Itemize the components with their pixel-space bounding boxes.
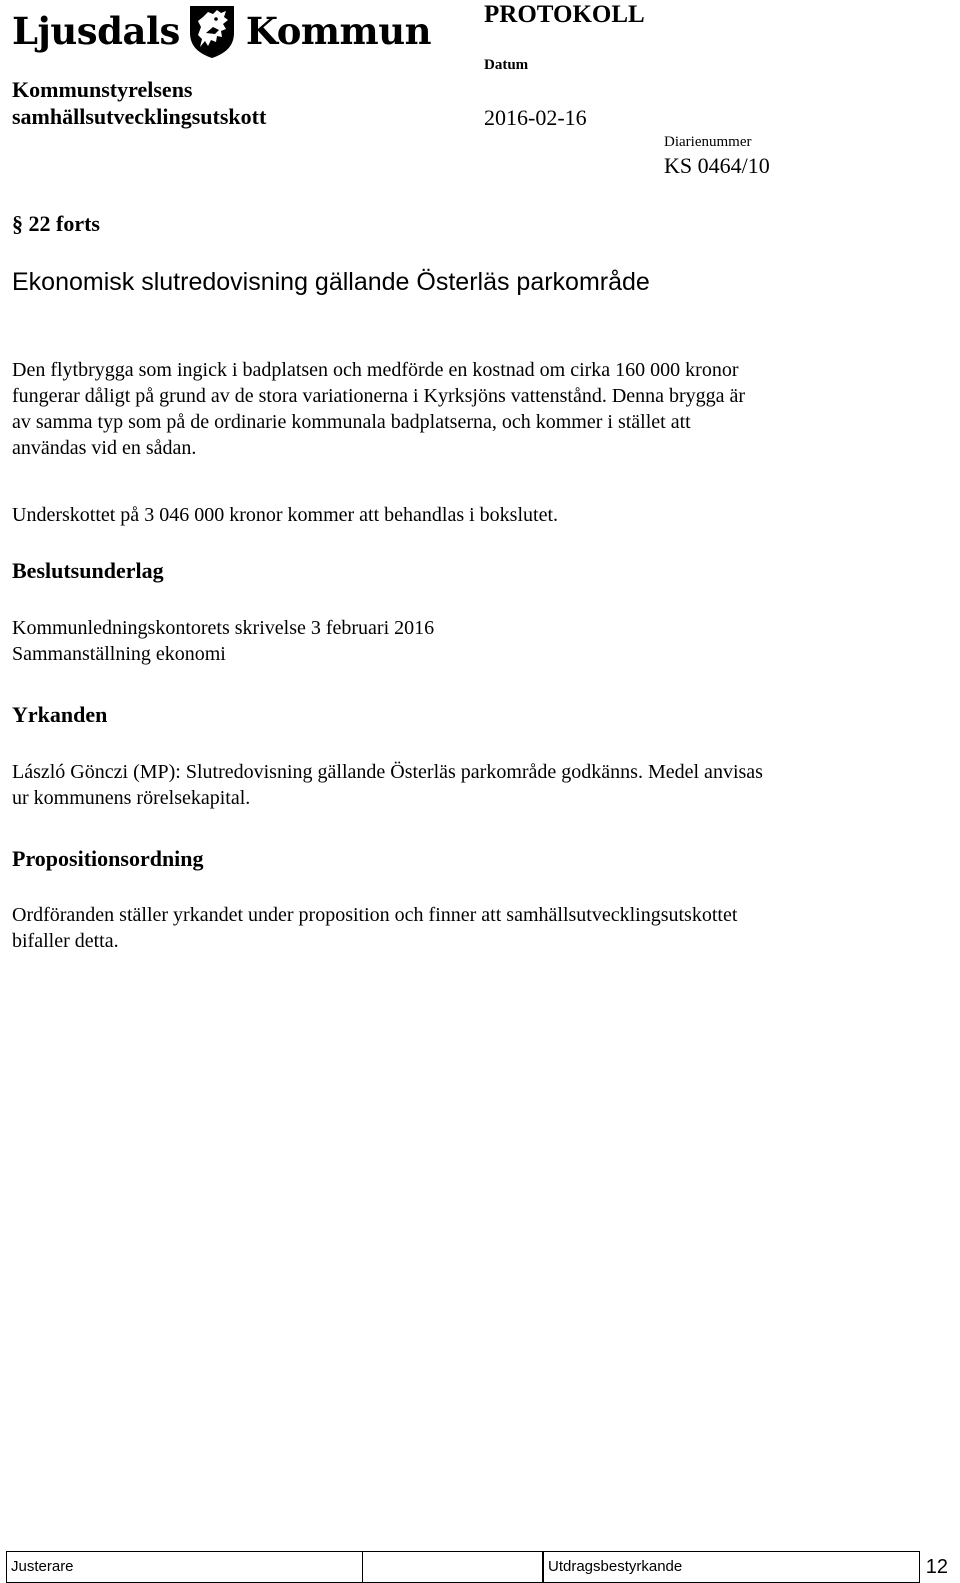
- justerare-signature-box: [363, 1551, 543, 1583]
- heading-yrkanden: Yrkanden: [12, 702, 108, 727]
- municipality-logo: [12, 2, 431, 60]
- paragraph-line: fungerar dåligt på grund av de stora variationerna i Kyrksjöns vattenstånd. Denna brygga är: [12, 385, 746, 407]
- heraldic-lion-shield-icon: [186, 3, 238, 59]
- logo-word-ljusdals: Ljusdals: [12, 8, 180, 53]
- committee-line-2: samhällsutvecklingsutskott: [12, 104, 267, 129]
- section-number: [12, 210, 100, 237]
- section-label: 22 forts: [28, 211, 100, 236]
- diarienummer-value: KS 0464/10: [664, 153, 770, 178]
- diarienummer-label: Diarienummer: [664, 134, 752, 150]
- paragraph-line: László Gönczi (MP): Slutredovisning gällande Österläs parkområde godkänns. Medel anvisas: [12, 761, 763, 783]
- beslutsunderlag-list: [12, 615, 942, 667]
- date-value: 2016-02-16: [484, 105, 587, 130]
- justerare-box: [6, 1551, 363, 1583]
- logo-word-kommun: Kommun: [245, 8, 432, 53]
- heading-beslutsunderlag: Beslutsunderlag: [12, 558, 164, 583]
- paragraph-line: bifaller detta.: [12, 930, 119, 952]
- page-title: Ekonomisk slutredovisning gällande Österläs parkområde: [12, 268, 650, 296]
- paragraph-line: Den flytbrygga som ingick i badplatsen och medförde en kostnad om cirka 160 000 kronor: [12, 359, 739, 381]
- document-type: PROTOKOLL: [484, 1, 645, 28]
- list-item: Sammanställning ekonomi: [12, 643, 226, 665]
- body-paragraph-1: [12, 357, 942, 461]
- paragraph-line: användas vid en sådan.: [12, 437, 197, 459]
- paragraph-line: ur kommunens rörelsekapital.: [12, 787, 251, 809]
- paragraph-line: av samma typ som på de ordinarie kommunala badplatserna, och kommer i stället att: [12, 411, 691, 433]
- page-footer: [0, 1551, 960, 1583]
- paragraph-line: Ordföranden ställer yrkandet under proposition och finner att samhällsutvecklingsutskottet: [12, 904, 738, 926]
- list-item: Kommunledningskontorets skrivelse 3 februari 2016: [12, 617, 435, 639]
- utdragsbestyrkande-box: [543, 1551, 920, 1583]
- section-symbol: §: [12, 211, 23, 236]
- paragraph-line: Underskottet på 3 046 000 kronor kommer att behandlas i bokslutet.: [12, 504, 559, 526]
- yrkanden-text: [12, 759, 942, 811]
- committee-name: [12, 76, 266, 130]
- justerare-label: Justerare: [11, 1558, 74, 1575]
- page-number: 12: [925, 1556, 948, 1578]
- committee-line-1: Kommunstyrelsens: [12, 77, 193, 102]
- utdragsbestyrkande-label: Utdragsbestyrkande: [548, 1558, 683, 1575]
- date-label: Datum: [484, 57, 529, 73]
- body-paragraph-2: [12, 502, 942, 528]
- propositionsordning-text: [12, 902, 942, 954]
- heading-propositionsordning: Propositionsordning: [12, 846, 204, 871]
